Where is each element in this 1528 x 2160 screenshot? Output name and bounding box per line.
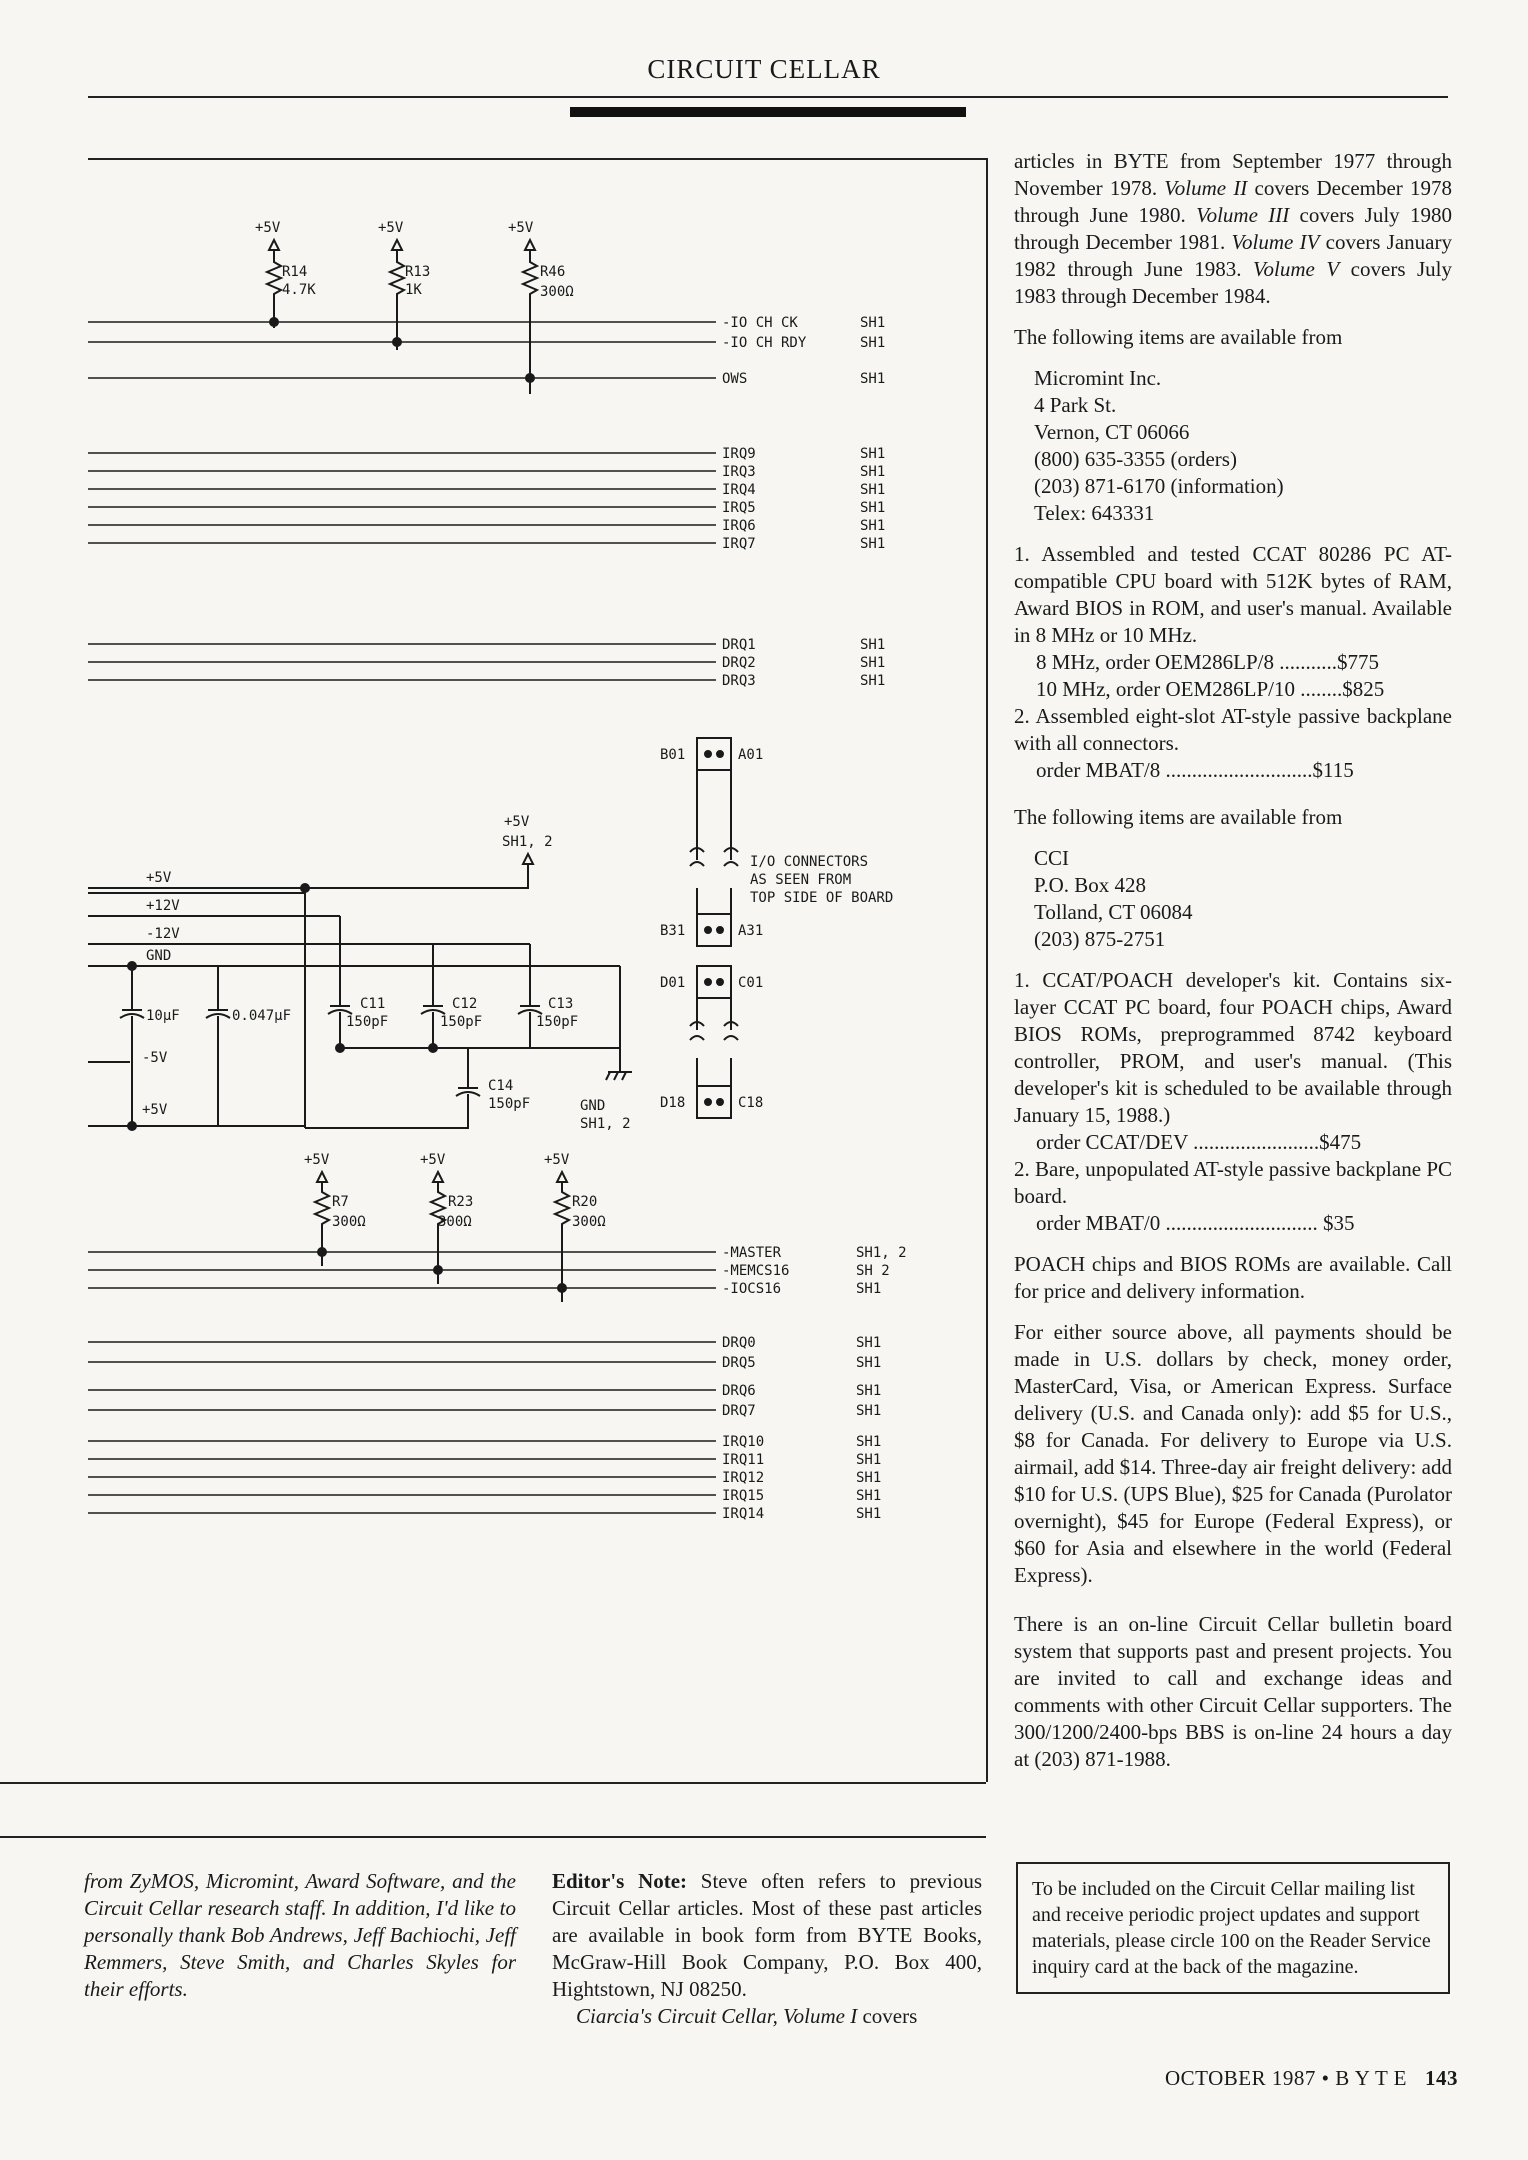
cap-ref: C11: [360, 996, 386, 1012]
drq-label: DRQ7: [722, 1403, 756, 1419]
pin-label: B01: [660, 747, 686, 763]
figure-caption-rule: [0, 1836, 986, 1838]
rail-label: -12V: [146, 926, 180, 942]
volumes-paragraph: articles in BYTE from September 1977 through November 1978. Volume II covers December 1978 through June 1980. Volume III covers July 1980 through December 1981. Volume IV covers January 1982 through June 1983. Volume V covers July 1983 through December 1984.: [1014, 149, 1452, 308]
drq-sheet: SH1: [860, 637, 886, 653]
drq-label: DRQ0: [722, 1335, 756, 1351]
resistor-ref: R23: [448, 1194, 474, 1210]
resistor-value: 300Ω: [572, 1214, 606, 1230]
irq-sheet: SH1: [860, 500, 886, 516]
editor-note: Editor's Note: Steve often refers to previous Circuit Cellar articles. Most of these past articles are available in book form from BYTE Books, McGraw-Hill Book Company, P.O. Box 400, Hightstown, NJ 08250. Ciarcia's Circuit Cellar, Volume I covers: [552, 1869, 982, 2028]
drq-label: DRQ2: [722, 655, 756, 671]
item-1: 1. Assembled and tested CCAT 80286 PC AT-compatible CPU board with 512K bytes of RAM, Award BIOS in ROM, and user's manual. Available in 8 MHz or 10 MHz.: [1014, 542, 1452, 647]
irq-sheet: SH1: [860, 518, 886, 534]
cap-value: 150pF: [488, 1096, 531, 1112]
irq-label: IRQ7: [722, 536, 756, 552]
drq-sheet: SH1: [856, 1355, 882, 1371]
drq-label: DRQ6: [722, 1383, 756, 1399]
signal-label: -MASTER: [722, 1245, 782, 1261]
pin-label: A01: [738, 747, 764, 763]
cap-value: 150pF: [346, 1014, 389, 1030]
signal-sheet: SH1: [860, 315, 886, 331]
signal-label: -IO CH RDY: [722, 335, 807, 351]
availability-intro: The following items are available from: [1014, 325, 1343, 349]
irq-label: IRQ10: [722, 1434, 765, 1450]
irq-sheet: SH1: [856, 1434, 882, 1450]
irq-label: IRQ12: [722, 1470, 765, 1486]
drq-label: DRQ5: [722, 1355, 756, 1371]
irq-label: IRQ9: [722, 446, 756, 462]
signal-sheet: SH1, 2: [856, 1245, 907, 1261]
volume-title: Ciarcia's Circuit Cellar, Volume I: [576, 2004, 858, 2028]
irq-sheet: SH1: [856, 1470, 882, 1486]
payments-paragraph: For either source above, all payments should be made in U.S. dollars by check, money order, MasterCard, Visa, or American Express. Surface delivery (U.S. and Canada only): add $5 for U.S., $8 for Canada. For delivery to Europe via U.S. airmail, add $14. Three-day air freight delivery: add $10 for U.S. (UPS Blue), $25 for Canada (Purolator overnight), $45 for Europe (Federal Express), or $60 for Asia and elsewhere in the world (Federal Express).: [1014, 1320, 1452, 1587]
rail-label: +5V: [142, 1102, 168, 1118]
resistor-ref: R46: [540, 264, 566, 280]
connector-caption: I/O CONNECTORS: [750, 854, 869, 870]
pullup-r7: [304, 1152, 366, 1266]
order-line: order MBAT/8 ............................$115: [1036, 758, 1354, 782]
signal-label: -IO CH CK: [722, 315, 798, 331]
resistor-ref: R14: [282, 264, 308, 280]
drq-sheet: SH1: [856, 1383, 882, 1399]
gnd-sheet: SH1, 2: [580, 1116, 631, 1132]
right-column: [1014, 148, 1452, 1787]
drq-label: DRQ3: [722, 673, 756, 689]
drq-label: DRQ1: [722, 637, 756, 653]
irq-label: IRQ5: [722, 500, 756, 516]
signal-label: -MEMCS16: [722, 1263, 790, 1279]
page-number: 143: [1425, 2066, 1458, 2090]
drq-sheet: SH1: [860, 673, 886, 689]
cci-item-2: 2. Bare, unpopulated AT-style passive backplane PC board.: [1014, 1157, 1452, 1208]
rail-label: GND: [146, 948, 172, 964]
item-2: 2. Assembled eight-slot AT-style passive backplane with all connectors.: [1014, 704, 1452, 755]
micromint-address: Micromint Inc. 4 Park St. Vernon, CT 06066 (800) 635-3355 (orders) (203) 871-6170 (information) Telex: 643331: [1034, 366, 1284, 525]
cap-ref: C12: [452, 996, 478, 1012]
bbs-paragraph: There is an on-line Circuit Cellar bulletin board system that supports past and present projects. You are invited to call and exchange ideas and comments with other Circuit Cellar supporters. The 300/1200/2400-bps BBS is on-line 24 hours a day at (203) 871-1988.: [1014, 1612, 1452, 1771]
mailing-list-box: To be included on the Circuit Cellar mailing list and receive periodic project updates and support materials, please circle 100 on the Reader Service inquiry card at the back of the magazine.: [1016, 1862, 1450, 1994]
pullup-r23: [420, 1152, 473, 1284]
supply-label: +5V: [255, 220, 281, 236]
pin-label: D18: [660, 1095, 686, 1111]
drq-sheet: SH1: [860, 655, 886, 671]
supply-sheet: SH1, 2: [502, 834, 553, 850]
power-section: [88, 814, 632, 1132]
resistor-ref: R13: [405, 264, 431, 280]
connector-caption: AS SEEN FROM: [750, 872, 852, 888]
order-line: 10 MHz, order OEM286LP/10 ........$825: [1036, 677, 1385, 701]
resistor-value: 300Ω: [540, 284, 574, 300]
pin-label: A31: [738, 923, 764, 939]
editor-note-label: Editor's Note:: [552, 1869, 688, 1893]
irq-sheet: SH1: [856, 1452, 882, 1468]
rail-label: +5V: [146, 870, 172, 886]
supply-label: +5V: [378, 220, 404, 236]
pin-label: D01: [660, 975, 686, 991]
resistor-value: 300Ω: [438, 1214, 472, 1230]
irq-sheet: SH1: [856, 1506, 882, 1522]
irq-sheet: SH1: [856, 1488, 882, 1504]
poach-note: POACH chips and BIOS ROMs are available. Call for price and delivery information.: [1014, 1252, 1452, 1303]
resistor-value: 1K: [405, 282, 422, 298]
irq-label: IRQ15: [722, 1488, 765, 1504]
cap-value: 0.047µF: [232, 1008, 292, 1024]
order-line: 8 MHz, order OEM286LP/8 ...........$775: [1036, 650, 1379, 674]
pullup-r20: [544, 1152, 606, 1302]
cap-ref: C14: [488, 1078, 514, 1094]
irq-label: IRQ3: [722, 464, 756, 480]
order-line: order CCAT/DEV ........................$475: [1036, 1130, 1362, 1154]
order-line: order MBAT/0 ............................. $35: [1036, 1211, 1355, 1235]
signal-sheet: SH 2: [856, 1263, 890, 1279]
supply-label: +5V: [420, 1152, 446, 1168]
availability-intro: The following items are available from: [1014, 805, 1343, 829]
irq-sheet: SH1: [860, 464, 886, 480]
cap-value: 150pF: [440, 1014, 483, 1030]
cci-address: CCI P.O. Box 428 Tolland, CT 06084 (203) 875-2751: [1034, 846, 1193, 951]
signal-sheet: SH1: [860, 371, 886, 387]
supply-label: +5V: [504, 814, 530, 830]
resistor-value: 300Ω: [332, 1214, 366, 1230]
signal-sheet: SH1: [856, 1281, 882, 1297]
supply-label: +5V: [508, 220, 534, 236]
page-header-title: CIRCUIT CELLAR: [647, 54, 881, 84]
signal-sheet: SH1: [860, 335, 886, 351]
pullup-r14: [255, 220, 316, 328]
pin-label: C18: [738, 1095, 764, 1111]
cap-value: 150pF: [536, 1014, 579, 1030]
resistor-ref: R20: [572, 1194, 598, 1210]
rail-label: +12V: [146, 898, 180, 914]
footer-issue: OCTOBER 1987 • B Y T E: [1165, 2066, 1407, 2090]
gnd-label: GND: [580, 1098, 606, 1114]
io-connector: [660, 738, 893, 1118]
drq-sheet: SH1: [856, 1403, 882, 1419]
irq-label: IRQ14: [722, 1506, 765, 1522]
irq-label: IRQ6: [722, 518, 756, 534]
irq-label: IRQ4: [722, 482, 756, 498]
irq-sheet: SH1: [860, 446, 886, 462]
supply-label: +5V: [544, 1152, 570, 1168]
signal-label: -IOCS16: [722, 1281, 782, 1297]
drq-sheet: SH1: [856, 1335, 882, 1351]
irq-sheet: SH1: [860, 536, 886, 552]
irq-label: IRQ11: [722, 1452, 765, 1468]
figure-bottom-rule: [0, 1782, 986, 1784]
resistor-value: 4.7K: [282, 282, 316, 298]
cap-value: 10µF: [146, 1008, 180, 1024]
pin-label: C01: [738, 975, 764, 991]
cci-item-1: 1. CCAT/POACH developer's kit. Contains six-layer CCAT PC board, four POACH chips, Award BIOS ROMs, preprogrammed 8742 keyboard controller, PROM, and user's manual. (This developer's kit is scheduled to be available through January 15, 1988.): [1014, 968, 1452, 1127]
pin-label: B31: [660, 923, 686, 939]
pullup-r46: [508, 220, 574, 394]
article-tail: from ZyMOS, Micromint, Award Software, and the Circuit Cellar research staff. In addition, I'd like to personally thank Bob Andrews, Jeff Bachiochi, Jeff Remmers, Steve Smith, and Charles Skyles for their efforts.: [84, 1869, 516, 2001]
connector-caption: TOP SIDE OF BOARD: [750, 890, 894, 906]
signal-label: OWS: [722, 371, 748, 387]
pullup-r13: [378, 220, 430, 350]
rail-label: -5V: [142, 1050, 168, 1066]
supply-label: +5V: [304, 1152, 330, 1168]
page-footer: [1165, 2066, 1458, 2091]
cap-ref: C13: [548, 996, 574, 1012]
irq-sheet: SH1: [860, 482, 886, 498]
resistor-ref: R7: [332, 1194, 349, 1210]
